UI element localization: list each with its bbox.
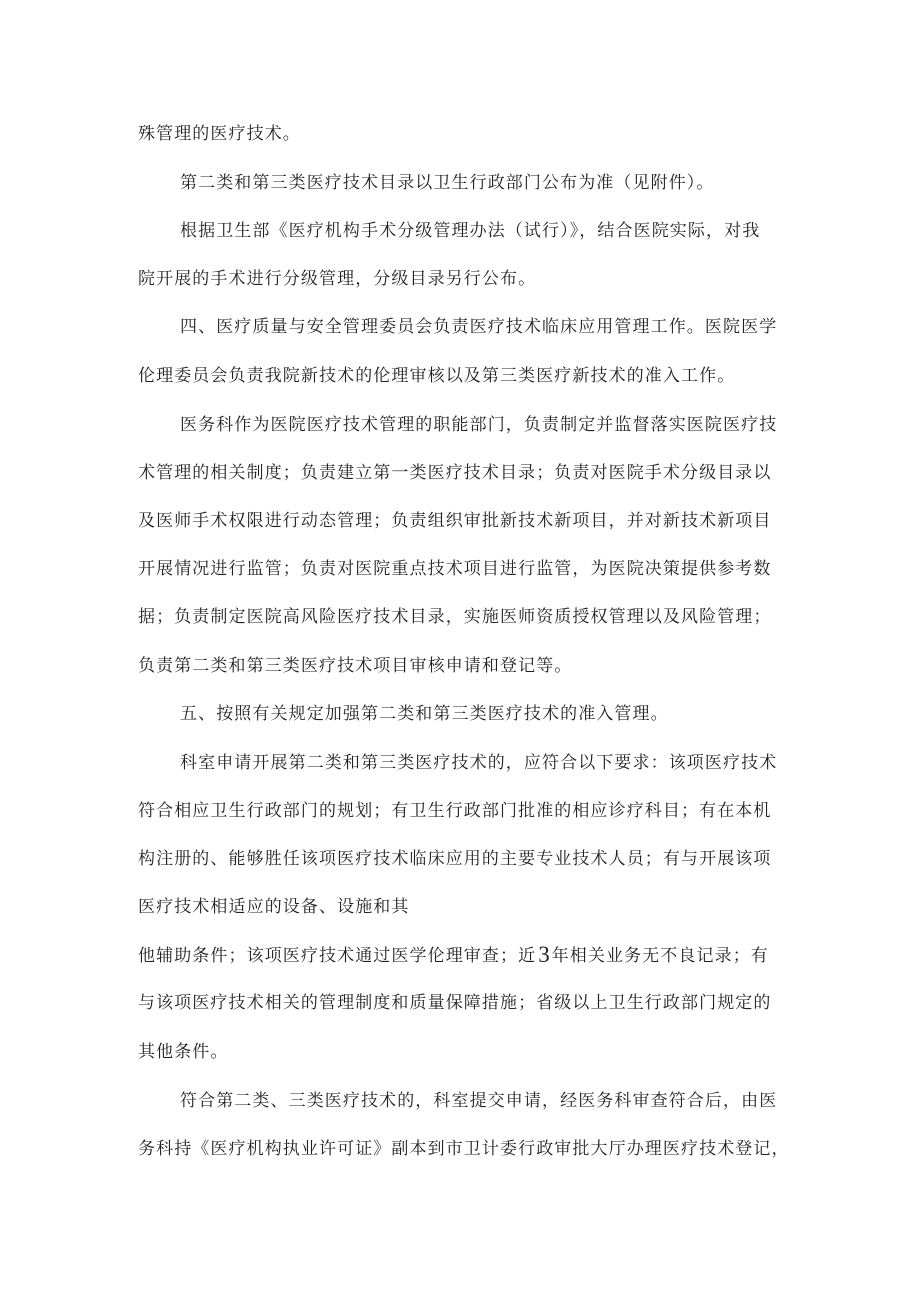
paragraph-line: 其他条件。 — [138, 1042, 229, 1062]
section-heading-line: 五、按照有关规定加强第二类和第三类医疗技术的准入管理。 — [180, 704, 669, 724]
paragraph-line: 务科持《医疗机构执业许可证》副本到市卫计委行政审批大厅办理医疗技术登记， — [138, 1139, 790, 1159]
year-number: 3 — [538, 943, 550, 967]
paragraph-line: 根据卫生部《医疗机构手术分级管理办法（试行）》，结合医院实际，对我 — [180, 221, 761, 241]
paragraph-line: 符合相应卫生行政部门的规划；有卫生行政部门批准的相应诊疗科目；有在本机 — [138, 801, 772, 821]
paragraph-line: 医务科作为医院医疗技术管理的职能部门，负责制定并监督落实医院医疗技 — [180, 415, 778, 435]
paragraph-line: 院开展的手术进行分级管理，分级目录另行公布。 — [138, 269, 537, 289]
paragraph-line: 伦理委员会负责我院新技术的伦理审核以及第三类医疗新技术的准入工作。 — [138, 366, 736, 386]
paragraph-line: 第二类和第三类医疗技术目录以卫生行政部门公布为准（见附件）。 — [180, 173, 715, 193]
paragraph-line: 殊管理的医疗技术。 — [138, 124, 301, 144]
paragraph-line: 据；负责制定医院高风险医疗技术目录，实施医师资质授权管理以及风险管理； — [138, 607, 772, 627]
section-heading-line: 四、医疗质量与安全管理委员会负责医疗技术临床应用管理工作。医院医学 — [180, 317, 778, 337]
paragraph-line: 构注册的、能够胜任该项医疗技术临床应用的主要专业技术人员；有与开展该项 — [138, 849, 772, 869]
paragraph-line: 符合第二类、三类医疗技术的，科室提交申请，经医务科审查符合后，由医 — [180, 1091, 778, 1111]
line-text: 他辅助条件；该项医疗技术通过医学伦理审查；近 — [138, 946, 537, 966]
paragraph-line: 及医师手术权限进行动态管理；负责组织审批新技术新项目，并对新技术新项目 — [138, 511, 772, 531]
paragraph-line: 医疗技术相适应的设备、设施和其 — [138, 897, 410, 917]
paragraph-line: 科室申请开展第二类和第三类医疗技术的，应符合以下要求：该项医疗技术 — [180, 753, 778, 773]
line-text: 年相关业务无不良记录；有 — [551, 946, 769, 966]
paragraph-line: 术管理的相关制度；负责建立第一类医疗技术目录；负责对医院手术分级目录以 — [138, 463, 772, 483]
paragraph-line: 负责第二类和第三类医疗技术项目审核申请和登记等。 — [138, 656, 573, 676]
paragraph-line: 开展情况进行监管；负责对医院重点技术项目进行监管，为医院决策提供参考数 — [138, 559, 772, 579]
paragraph-line — [138, 943, 798, 968]
paragraph-line: 与该项医疗技术相关的管理制度和质量保障措施；省级以上卫生行政部门规定的 — [138, 993, 772, 1013]
